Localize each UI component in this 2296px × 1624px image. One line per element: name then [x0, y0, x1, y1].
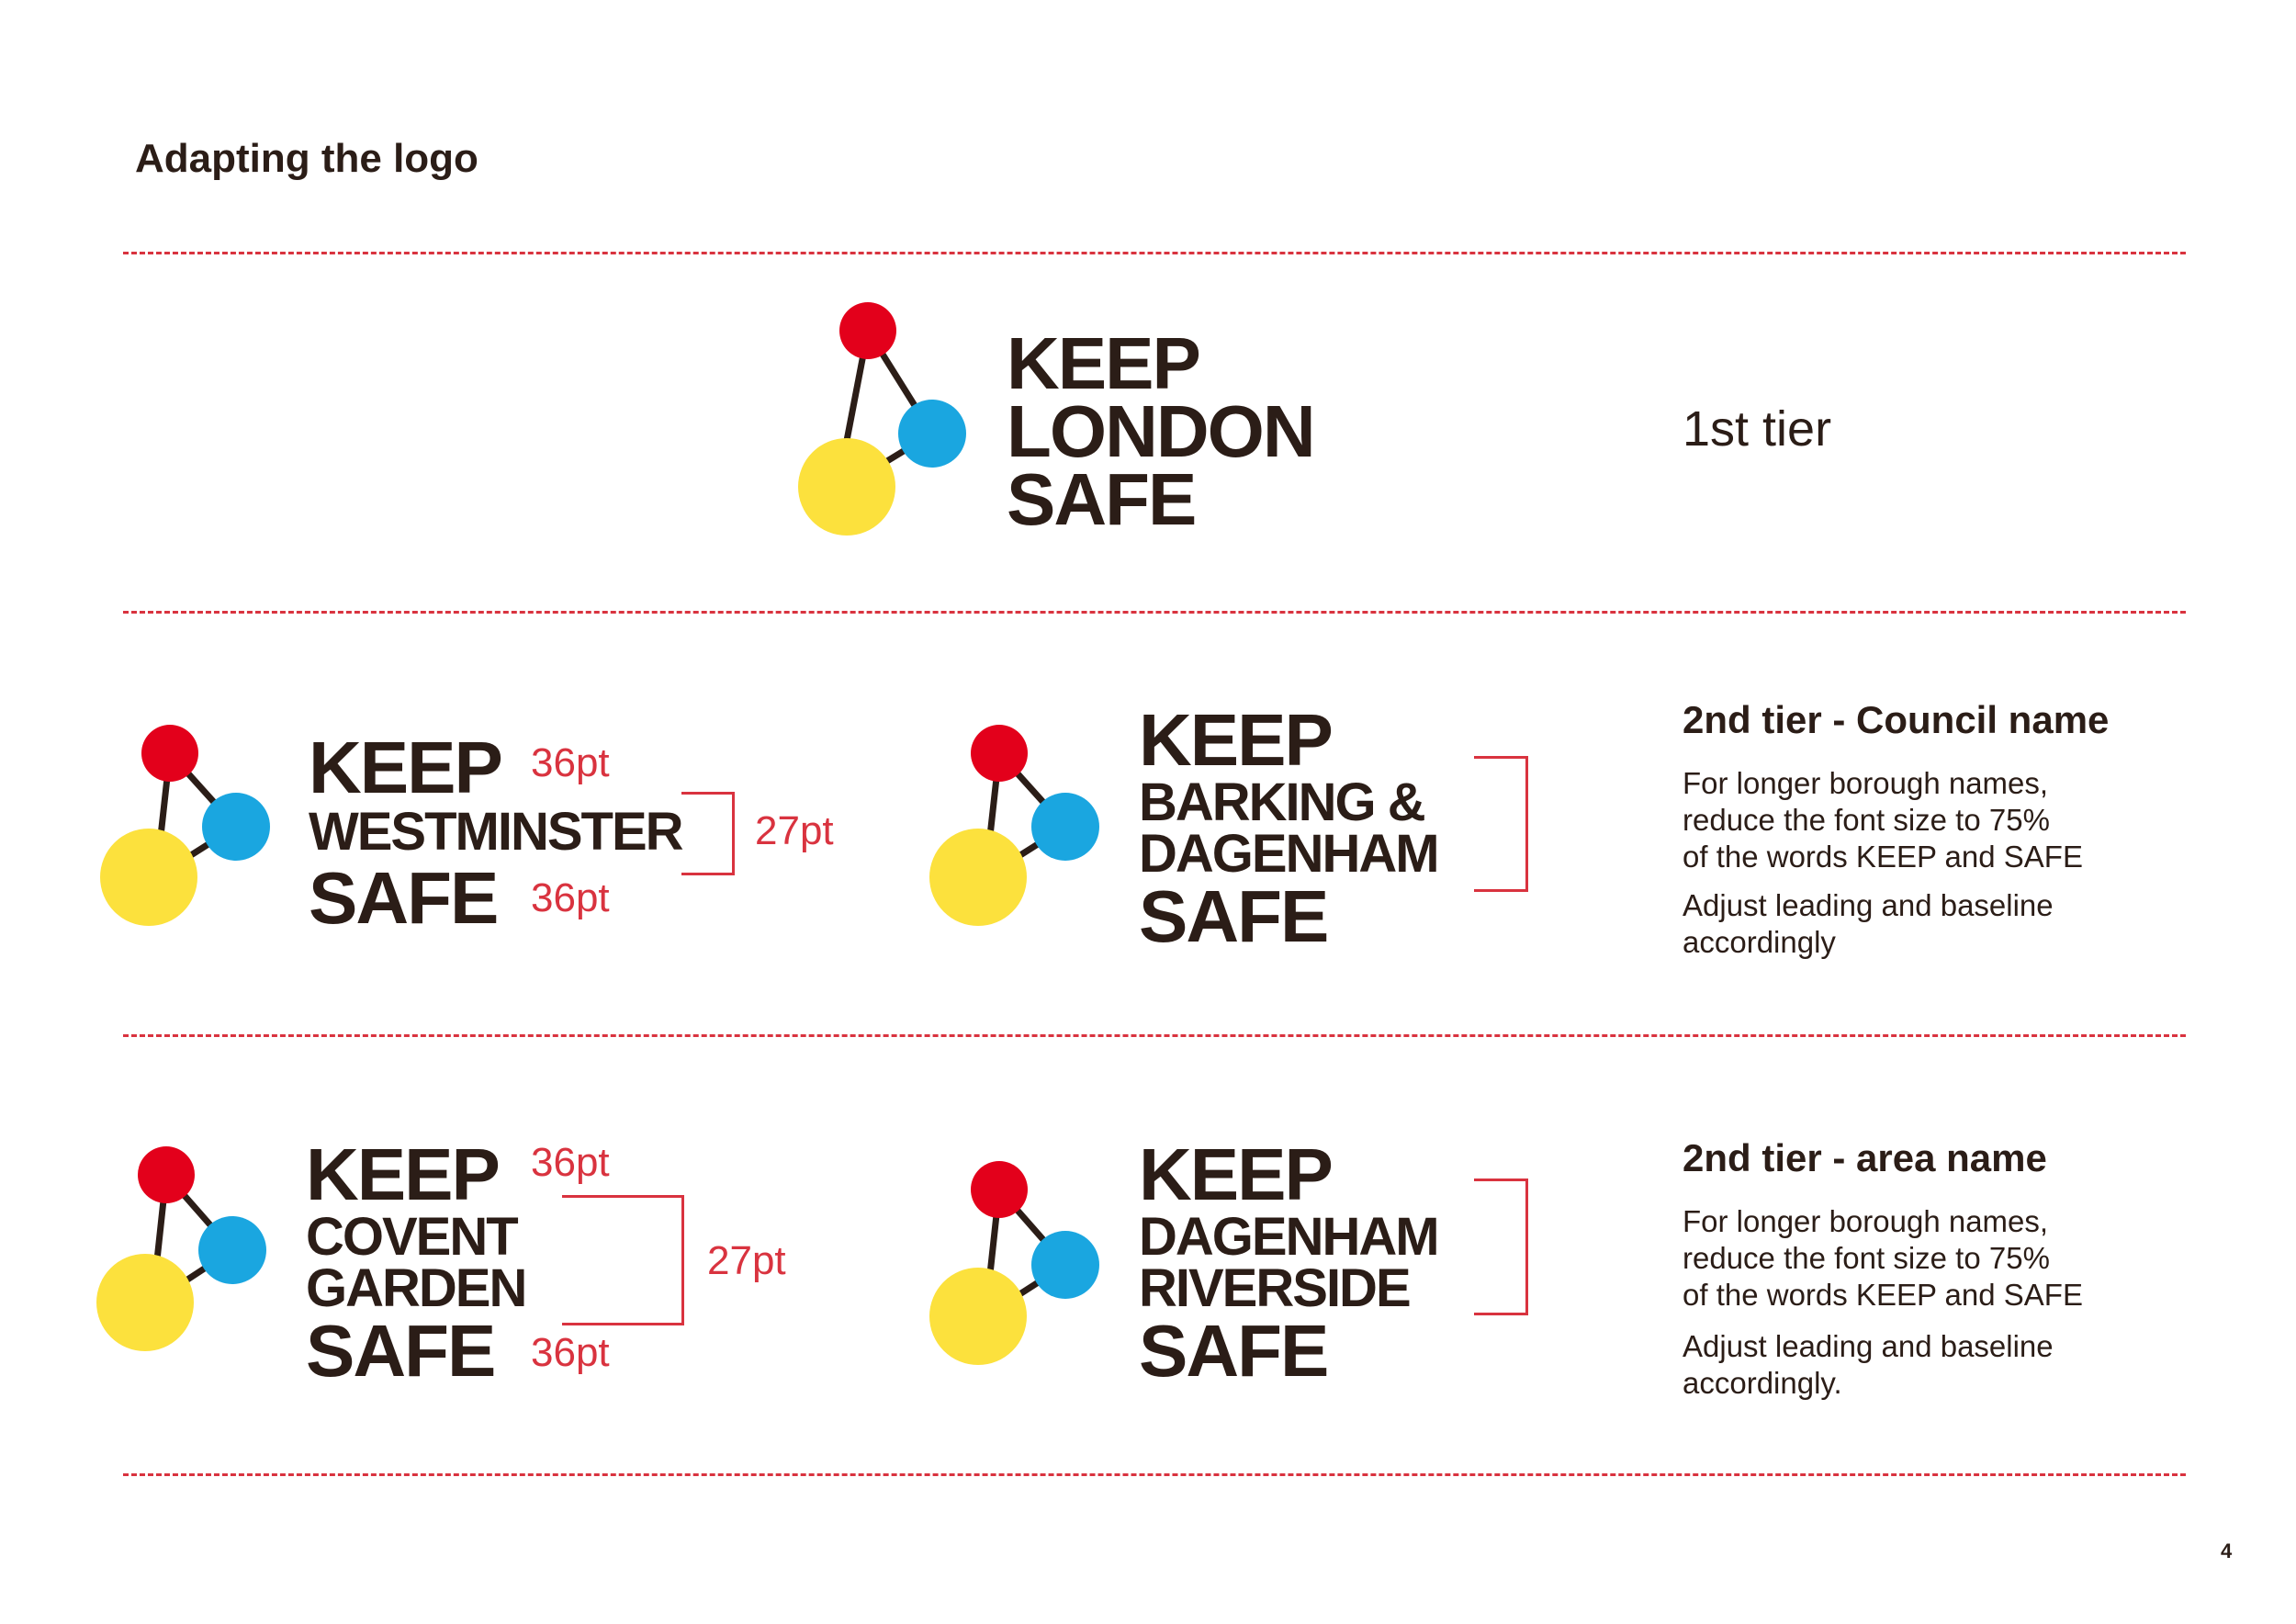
red-dot-icon	[971, 1161, 1028, 1218]
guideline-line: Adjust leading and baseline	[1683, 888, 2054, 922]
size-bracket	[562, 1195, 684, 1325]
blue-dot-icon	[1031, 1231, 1099, 1299]
size-bracket	[1474, 1179, 1528, 1315]
guideline-line: accordingly	[1683, 925, 1836, 959]
size-bracket	[681, 792, 735, 875]
size-label-keep: 36pt	[531, 740, 610, 785]
guideline-line: reduce the font size to 75%	[1683, 803, 2050, 837]
wordmark-keep: KEEP	[1007, 322, 1199, 404]
yellow-dot-icon	[929, 1268, 1027, 1365]
red-dot-icon	[971, 725, 1028, 782]
size-label-safe: 36pt	[531, 875, 610, 920]
section-heading: 2nd tier - Council name	[1683, 698, 2110, 741]
guideline-line: accordingly.	[1683, 1366, 1842, 1400]
wordmark-safe: SAFE	[306, 1310, 495, 1392]
red-dot-icon	[141, 725, 198, 782]
blue-dot-icon	[198, 1216, 266, 1284]
wordmark-safe: SAFE	[309, 857, 498, 939]
wordmark-place: LONDON	[1007, 390, 1314, 472]
wordmark-place: GARDEN	[306, 1258, 526, 1318]
guideline-note	[1683, 887, 2054, 961]
section-heading: 2nd tier - area name	[1683, 1136, 2047, 1179]
three-dot-molecule-icon	[88, 1142, 281, 1371]
wordmark-place: DAGENHAM	[1139, 1207, 1438, 1267]
wordmark-place: COVENT	[306, 1207, 517, 1267]
wordmark-place: DAGENHAM	[1139, 824, 1438, 884]
yellow-dot-icon	[96, 1254, 194, 1351]
guideline-line: of the words KEEP and SAFE	[1683, 1278, 2083, 1312]
wordmark-place: RIVERSIDE	[1139, 1258, 1410, 1318]
wordmark-place: BARKING &	[1139, 773, 1424, 832]
divider	[123, 611, 2186, 614]
yellow-dot-icon	[798, 438, 895, 536]
guideline-line: For longer borough names,	[1683, 1204, 2049, 1238]
blue-dot-icon	[898, 400, 966, 468]
wordmark-keep: KEEP	[1139, 699, 1332, 781]
wordmark-place: WESTMINSTER	[309, 802, 682, 862]
three-dot-molecule-icon	[921, 1153, 1114, 1382]
red-dot-icon	[839, 302, 896, 359]
three-dot-molecule-icon	[790, 294, 992, 542]
page-title: Adapting the logo	[135, 136, 478, 181]
yellow-dot-icon	[100, 829, 197, 926]
divider	[123, 1034, 2186, 1037]
yellow-dot-icon	[929, 829, 1027, 926]
wordmark-keep: KEEP	[306, 1133, 499, 1215]
guideline-line: For longer borough names,	[1683, 766, 2049, 800]
divider	[123, 252, 2186, 254]
guideline-line: of the words KEEP and SAFE	[1683, 840, 2083, 874]
page-number: 4	[2221, 1539, 2233, 1562]
size-label-keep: 36pt	[531, 1140, 610, 1185]
guideline-note	[1683, 1328, 2054, 1402]
guideline-text	[1683, 765, 2083, 875]
size-bracket	[1474, 756, 1528, 892]
guideline-line: reduce the font size to 75%	[1683, 1241, 2050, 1275]
size-label-safe: 36pt	[531, 1330, 610, 1375]
wordmark-safe: SAFE	[1139, 1310, 1328, 1392]
three-dot-molecule-icon	[921, 716, 1114, 946]
tier-label: 1st tier	[1683, 401, 1832, 457]
three-dot-molecule-icon	[92, 716, 285, 946]
size-label-name: 27pt	[707, 1238, 786, 1283]
wordmark-keep: KEEP	[309, 727, 501, 808]
guideline-text	[1683, 1203, 2083, 1314]
wordmark-safe: SAFE	[1139, 875, 1328, 957]
wordmark-safe: SAFE	[1007, 458, 1196, 540]
wordmark-keep: KEEP	[1139, 1133, 1332, 1215]
red-dot-icon	[138, 1146, 195, 1203]
blue-dot-icon	[1031, 793, 1099, 861]
guideline-line: Adjust leading and baseline	[1683, 1329, 2054, 1363]
blue-dot-icon	[202, 793, 270, 861]
size-label-name: 27pt	[755, 808, 834, 853]
divider	[123, 1473, 2186, 1476]
